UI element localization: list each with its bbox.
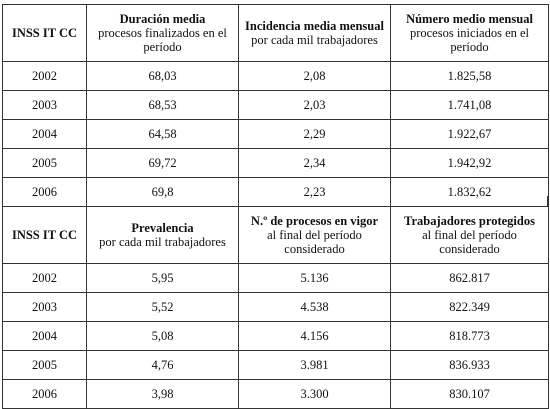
value-cell: 1.832,62 (391, 178, 549, 207)
header-title: Trabajadores protegidos (404, 214, 535, 228)
header-cell-duracion (87, 5, 239, 62)
value-cell: 5.136 (239, 264, 391, 293)
year-cell: 2004 (3, 120, 87, 149)
header-cell-procesos-vigor (239, 207, 391, 264)
value-cell: 4,76 (87, 351, 239, 380)
year-cell: 2003 (3, 293, 87, 322)
value-cell: 836.933 (391, 351, 549, 380)
header-cell-incidencia (239, 5, 391, 62)
value-cell: 68,53 (87, 91, 239, 120)
table-row (3, 120, 549, 149)
table-row (3, 149, 549, 178)
value-cell: 830.107 (391, 380, 549, 409)
table-duracion-incidencia (2, 4, 549, 207)
header-title: INSS IT CC (11, 26, 78, 40)
header-subtitle: procesos finalizados en el período (98, 26, 227, 54)
value-cell: 68,03 (87, 62, 239, 91)
table-row (3, 91, 549, 120)
value-cell: 2,03 (239, 91, 391, 120)
table-row (3, 351, 549, 380)
document-page (2, 0, 548, 401)
year-cell: 2006 (3, 178, 87, 207)
header-title: N.º de procesos en vigor (250, 214, 379, 228)
value-cell: 5,95 (87, 264, 239, 293)
table-row (3, 62, 549, 91)
header-title: Duración media (119, 12, 206, 26)
header-cell-prevalencia (87, 207, 239, 264)
value-cell: 4.156 (239, 322, 391, 351)
table-row (3, 293, 549, 322)
header-subtitle: por cada mil trabajadores (99, 235, 226, 249)
table-header-row (3, 5, 549, 62)
value-cell: 5,08 (87, 322, 239, 351)
table-row (3, 264, 549, 293)
value-cell: 3.981 (239, 351, 391, 380)
value-cell: 64,58 (87, 120, 239, 149)
header-subtitle: por cada mil trabajadores (251, 33, 378, 47)
header-title: Prevalencia (131, 221, 194, 235)
table-row (3, 380, 549, 409)
year-cell: 2006 (3, 380, 87, 409)
value-cell: 69,8 (87, 178, 239, 207)
value-cell: 2,29 (239, 120, 391, 149)
header-title: Incidencia media mensual (245, 19, 384, 33)
header-subtitle: al final del período considerado (267, 228, 362, 256)
header-cell-trabajadores (391, 207, 549, 264)
value-cell: 2,23 (239, 178, 391, 207)
year-cell: 2003 (3, 91, 87, 120)
header-title: INSS IT CC (11, 228, 78, 242)
value-cell: 822.349 (391, 293, 549, 322)
value-cell: 69,72 (87, 149, 239, 178)
header-subtitle: procesos iniciados en el período (409, 26, 530, 54)
header-title: Número medio mensual (406, 12, 533, 26)
year-cell: 2005 (3, 351, 87, 380)
value-cell: 3,98 (87, 380, 239, 409)
header-cell-inss (3, 5, 87, 62)
value-cell: 818.773 (391, 322, 549, 351)
value-cell: 862.817 (391, 264, 549, 293)
value-cell: 5,52 (87, 293, 239, 322)
header-cell-inss (3, 207, 87, 264)
value-cell: 2,34 (239, 149, 391, 178)
year-cell: 2002 (3, 264, 87, 293)
value-cell: 1.741,08 (391, 91, 549, 120)
table-separator (2, 196, 548, 206)
value-cell: 3.300 (239, 380, 391, 409)
value-cell: 1.825,58 (391, 62, 549, 91)
table-prevalencia-procesos (2, 206, 549, 409)
table-row (3, 322, 549, 351)
header-subtitle: al final del período considerado (422, 228, 517, 256)
year-cell: 2002 (3, 62, 87, 91)
value-cell: 4.538 (239, 293, 391, 322)
value-cell: 1.922,67 (391, 120, 549, 149)
year-cell: 2004 (3, 322, 87, 351)
year-cell: 2005 (3, 149, 87, 178)
value-cell: 1.942,92 (391, 149, 549, 178)
table-header-row (3, 207, 549, 264)
header-cell-numero (391, 5, 549, 62)
value-cell: 2,08 (239, 62, 391, 91)
